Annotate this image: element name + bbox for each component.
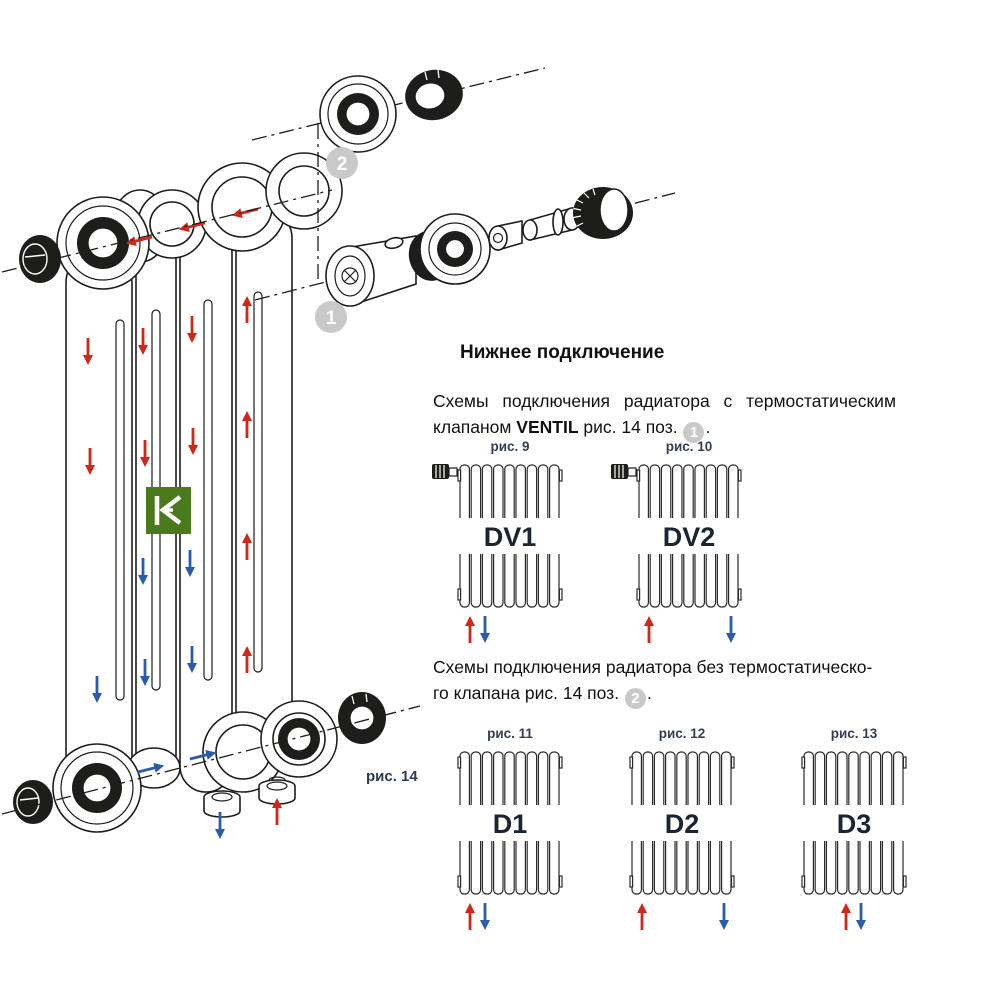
- axis-pos2: [252, 68, 545, 140]
- figure-d2: [630, 726, 734, 941]
- union-nut-top: [400, 65, 467, 126]
- figure-dv2-arrows: [637, 615, 741, 647]
- figure-d2-arrows: [630, 902, 734, 934]
- paragraph-no-valve-line1: Схемы подключения радиатора без термостатическо-: [433, 657, 873, 677]
- figure-d1: [458, 726, 562, 941]
- svg-text:DV2: DV2: [662, 522, 716, 552]
- svg-text:D2: D2: [664, 809, 700, 839]
- supply-arrow-icon: [464, 902, 476, 932]
- figure-dv1-arrows: [458, 615, 562, 647]
- supply-arrow-icon: [636, 902, 648, 932]
- return-arrow-icon: [479, 902, 491, 932]
- paragraph-ventil-line2: клапаном VENTIL рис. 14 поз. 1 .: [433, 416, 711, 441]
- figure-14-label: рис. 14: [366, 768, 418, 785]
- return-arrow-icon: [479, 615, 491, 645]
- return-arrow-icon: [718, 902, 730, 932]
- svg-text:DV1: DV1: [483, 522, 537, 552]
- valve-body: [326, 236, 416, 306]
- valve-insert: [489, 221, 522, 250]
- bottom-plug: [13, 780, 53, 824]
- radiator-icon-d1: [458, 748, 562, 898]
- figure-d2-caption: рис. 12: [658, 726, 706, 741]
- figure-d1-caption: рис. 11: [487, 726, 533, 741]
- inline-marker-1: 1: [683, 422, 704, 443]
- paragraph-ventil: [433, 389, 950, 443]
- return-arrow-icon: [725, 615, 737, 645]
- supply-arrow-icon: [464, 615, 476, 645]
- tailpiece-flange: [320, 76, 396, 152]
- inline-marker-2: 2: [625, 688, 646, 709]
- valve-flange: [420, 214, 490, 284]
- figure-d1-arrows: [458, 902, 562, 934]
- radiator-icon-d3: [802, 748, 906, 898]
- figure-dv1: [458, 439, 562, 654]
- svg-text:2: 2: [336, 154, 348, 175]
- return-arrow-icon: [855, 902, 867, 932]
- position-marker-2: [326, 147, 358, 179]
- brand-logo-icon: [146, 487, 191, 534]
- position-marker-1: [315, 301, 347, 333]
- svg-text:D3: D3: [836, 809, 872, 839]
- radiator-icon-dv1: [458, 461, 562, 611]
- supply-arrow-icon: [840, 902, 852, 932]
- figure-dv2: [637, 439, 741, 654]
- svg-text:D1: D1: [492, 809, 528, 839]
- figure-d3: [802, 726, 906, 941]
- protective-cap: [573, 187, 633, 239]
- paragraph-ventil-line1: Схемы подключения радиатора с термостатическим: [433, 391, 896, 411]
- radiator-icon-d2: [630, 748, 734, 898]
- section-heading: Нижнее подключение: [460, 342, 665, 363]
- figure-dv1-caption: рис. 9: [490, 439, 530, 454]
- figure-d3-arrows: [802, 902, 906, 934]
- valve-spindle: [523, 208, 580, 240]
- svg-text:1: 1: [325, 308, 337, 329]
- union-nut-bottom: [338, 692, 386, 744]
- figure-dv2-caption: рис. 10: [665, 439, 713, 454]
- supply-arrow-icon: [643, 615, 655, 645]
- radiator-icon-dv2: [637, 461, 741, 611]
- figure-d3-caption: рис. 13: [830, 726, 878, 741]
- air-vent-cap: [19, 235, 61, 283]
- paragraph-no-valve: [433, 655, 950, 709]
- paragraph-no-valve-line2: го клапана рис. 14 поз. 2 .: [433, 682, 652, 707]
- ventil-brand: VENTIL: [516, 416, 579, 437]
